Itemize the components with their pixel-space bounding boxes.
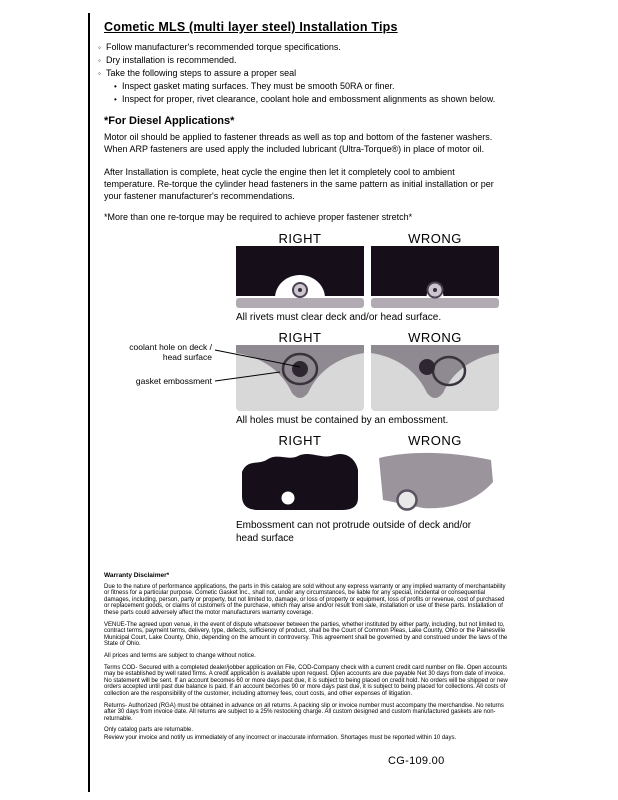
legal-paragraph: All prices and terms are subject to change without notice. bbox=[104, 652, 256, 659]
diagram-row1-images bbox=[236, 246, 499, 308]
right-label-row3: RIGHT bbox=[278, 433, 322, 448]
bullet-icon: ◦ bbox=[98, 56, 101, 65]
coolant-hole-wrong-diagram bbox=[371, 345, 499, 411]
bullet-icon: • bbox=[114, 82, 117, 91]
wrong-label-row3: WRONG bbox=[408, 433, 462, 448]
diagram-column bbox=[236, 231, 499, 551]
diagram-row1-caption: All rivets must clear deck and/or head surface. bbox=[236, 312, 442, 323]
embossment-protrusion-wrong-diagram bbox=[371, 448, 499, 516]
page-code: CG-109.00 bbox=[388, 755, 445, 767]
warranty-heading: Warranty Disclaimer* bbox=[104, 572, 170, 579]
diagram-row3-images bbox=[236, 448, 499, 516]
bullet-icon: ◦ bbox=[98, 43, 101, 52]
diagram-row2-images bbox=[236, 345, 499, 411]
left-margin-rule bbox=[88, 13, 90, 792]
page-title: Cometic MLS (multi layer steel) Installation Tips bbox=[104, 20, 398, 34]
bullet-icon: ◦ bbox=[98, 69, 101, 78]
tip-text: Dry installation is recommended. bbox=[106, 55, 237, 65]
legal-paragraph: Terms COD- Secured with a completed dealer/jobber application on File, COD-Company check with a current credit card number on file. Open accounts may be established by well rated firms. A credit application is available upon request. Open accounts are due payable Net 30 days from date of invoice. No statement will be sent. If an account becomes 60 or more days past due, it is subject to being placed on credit hold. No orders will be shipped or new orders accepted until past due balance is paid. If an account becomes 90 or more days past due, it is subject to being placed for collections. All costs of collection are the responsibility of the customer, including attorney fees, court costs, and other expenses of litigation. bbox=[104, 664, 508, 697]
legal-paragraph: Returns- Authorized (RGA) must be obtained in advance on all returns. A packing slip or invoice number must accompany the merchandise. No returns after 30 days from invoice date. All returns are subject to a 25% restocking charge. All custom designed and custom manufactured gaskets are non-returnable. bbox=[104, 702, 504, 722]
tip-item bbox=[98, 54, 510, 67]
diagram-row3-labels bbox=[236, 433, 499, 448]
diagram-row3-caption: Embossment can not protrude outside of deck and/or head surface bbox=[236, 520, 472, 544]
right-label-row2: RIGHT bbox=[278, 330, 322, 345]
wrong-label-row1: WRONG bbox=[408, 231, 462, 246]
diagram-row2-caption: All holes must be contained by an embossment. bbox=[236, 415, 449, 426]
diagram-row1-labels bbox=[236, 231, 499, 246]
legal-paragraph: Due to the nature of performance applications, the parts in this catalog are sold without any express warranty or any implied warranty of merchantability or fitness for a particular purpose. Cometic Gasket Inc., shall not, under any circumstances, be liable for any special, incidental or consequential damages, including, person, party or property, but not limited to, damage, or loss of property or equipment, loss of profits or revenue, cost of purchased or replacement goods, or claims of customers of the purchase, which may arise and/or result from sale, installation or use of these parts. Installation of these parts could adversely affect the motor manufacturers warranty coverage. bbox=[104, 583, 506, 616]
tip-item bbox=[98, 41, 510, 54]
legal-paragraph: VENUE-The agreed upon venue, in the event of dispute whatsoever between the parties, whether instituted by either party, including, but not limited to, contract terms, payment terms, delivery, type, defects, sufficiency of product, shall be the Court of Common Pleas, Lake County, Ohio or the Painesville Municipal Court, Lake County, Ohio, depending on the amount in controversy. This agreement shall be governed by and construed under the laws of the State of Ohio. bbox=[104, 621, 508, 648]
tip-text: Take the following steps to assure a proper seal bbox=[106, 68, 297, 78]
tip-text: Follow manufacturer's recommended torque specifications. bbox=[106, 42, 341, 52]
gasket-embossment-callout: gasket embossment bbox=[135, 376, 212, 386]
wrong-label-row2: WRONG bbox=[408, 330, 462, 345]
warranty-disclaimer-section bbox=[104, 573, 508, 746]
rivet-clearance-right-diagram bbox=[236, 246, 364, 308]
tips-list bbox=[98, 41, 510, 106]
tip-item bbox=[98, 67, 510, 80]
retorque-note: *More than one re-torque may be required to achieve proper fastener stretch* bbox=[104, 212, 413, 222]
sub-tip-text: Inspect gasket mating surfaces. They must be smooth 50RA or finer. bbox=[122, 81, 395, 91]
diagram-row2-labels bbox=[236, 330, 499, 345]
coolant-hole-callout: coolant hole on deck / head surface bbox=[129, 342, 212, 362]
right-label-row1: RIGHT bbox=[278, 231, 322, 246]
sub-tip-text: Inspect for proper, rivet clearance, coolant hole and embossment alignments as shown below. bbox=[122, 94, 496, 104]
sub-tip-item bbox=[114, 80, 510, 93]
diesel-paragraph-1: Motor oil should be applied to fastener threads as well as top and bottom of the fastener washers. When ARP fasteners are used apply the included lubricant (Ultra-Torque®) in place of motor oil. bbox=[104, 132, 493, 154]
legal-paragraph: Only catalog parts are returnable. bbox=[104, 727, 194, 734]
rivet-clearance-wrong-diagram bbox=[371, 246, 499, 308]
diesel-paragraph-2: After Installation is complete, heat cycle the engine then let it completely cool to ambient temperature. Re-torque the cylinder head fasteners in the same pattern as initial installation or per your fastener manufacturer's recommendations. bbox=[104, 167, 494, 201]
coolant-hole-right-diagram bbox=[236, 345, 364, 411]
diesel-applications-heading: *For Diesel Applications* bbox=[104, 115, 235, 127]
embossment-protrusion-right-diagram bbox=[236, 448, 364, 516]
legal-paragraph: Review your invoice and notify us immediately of any incorrect or inaccurate information. Shortages must be reported within 10 days. bbox=[104, 734, 457, 741]
sub-tip-item bbox=[114, 93, 510, 106]
bullet-icon: • bbox=[114, 95, 117, 104]
